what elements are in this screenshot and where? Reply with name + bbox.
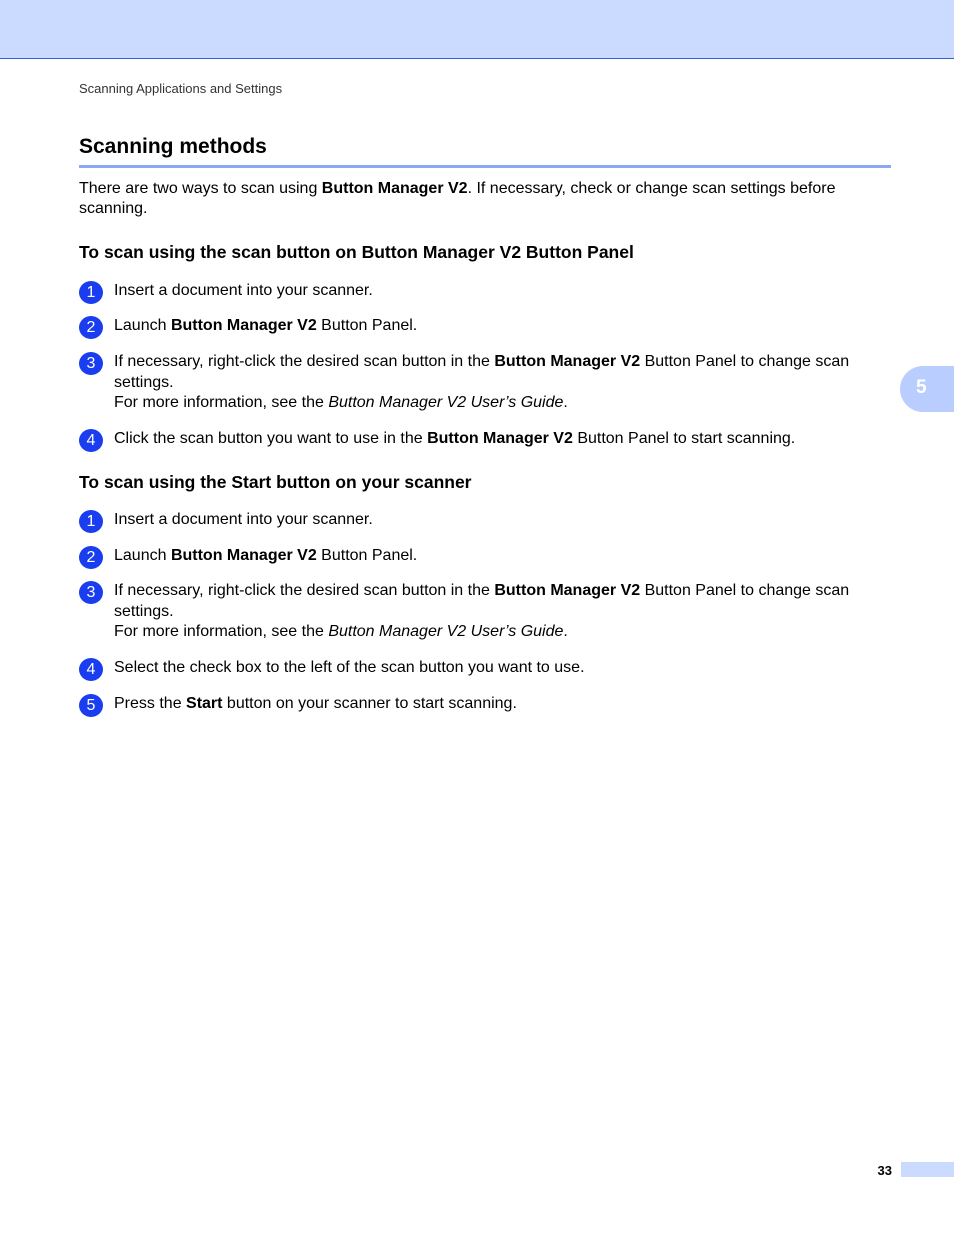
section-heading-start-button: To scan using the Start button on your scanner xyxy=(79,472,472,492)
step-text xyxy=(114,546,891,567)
step-text-part: Select the check box to the left of the scan button you want to use. xyxy=(114,659,585,676)
step-text xyxy=(114,429,891,450)
step-text xyxy=(114,510,891,531)
step-text xyxy=(114,658,891,679)
step-text-part: button on your scanner to start scanning. xyxy=(222,695,517,712)
step-product-name: Button Manager V2 xyxy=(494,353,641,370)
step-text-part: Press the xyxy=(114,695,187,712)
step-text-part: Button Panel to start scanning. xyxy=(572,430,796,447)
step-product-name: Button Manager V2 xyxy=(427,430,573,447)
header-band xyxy=(0,0,954,59)
step-text-part: If necessary, right-click the desired scan button in the xyxy=(114,582,495,599)
step-text-part: Launch xyxy=(114,547,171,564)
intro-text-end: . If necessary, check or change scan settings before scanning. xyxy=(79,180,836,217)
breadcrumb: Scanning Applications and Settings xyxy=(79,81,283,96)
step-product-name: Button Manager V2 xyxy=(170,547,317,564)
page-title: Scanning methods xyxy=(79,135,267,158)
step-text-part: Insert a document into your scanner. xyxy=(114,511,373,528)
page-number-bar xyxy=(901,1162,954,1177)
step-number-badge: 2 xyxy=(79,546,103,569)
guide-reference: Button Manager V2 User’s Guide xyxy=(328,623,564,640)
step-4 xyxy=(79,658,891,679)
step-number-badge: 4 xyxy=(79,658,103,681)
step-text-part: Launch xyxy=(114,317,171,334)
step-number-badge: 1 xyxy=(79,510,103,533)
step-product-name: Button Manager V2 xyxy=(494,582,641,599)
step-number-badge: 5 xyxy=(79,694,103,717)
step-1 xyxy=(79,510,891,531)
chapter-tab: 5 xyxy=(900,366,954,412)
step-text-part: . xyxy=(563,623,568,640)
step-number-badge: 1 xyxy=(79,281,103,304)
step-text-part: Button Panel to change scan settings. xyxy=(114,582,850,620)
step-3 xyxy=(79,581,891,643)
step-3 xyxy=(79,352,891,414)
step-text-part: Button Panel. xyxy=(316,547,418,564)
step-text xyxy=(114,352,891,414)
step-text xyxy=(114,316,891,337)
step-2 xyxy=(79,316,891,337)
step-4 xyxy=(79,429,891,450)
step-number-badge: 4 xyxy=(79,429,103,452)
step-text-part: . xyxy=(563,394,568,411)
step-number-badge: 2 xyxy=(79,316,103,339)
guide-reference: Button Manager V2 User’s Guide xyxy=(328,394,564,411)
page-number: 33 xyxy=(877,1163,892,1178)
step-text-part: If necessary, right-click the desired scan button in the xyxy=(114,353,495,370)
step-number-badge: 3 xyxy=(79,352,103,375)
step-number-badge: 3 xyxy=(79,581,103,604)
intro-paragraph xyxy=(79,179,891,219)
step-2 xyxy=(79,546,891,567)
step-text xyxy=(114,694,891,715)
title-underline xyxy=(79,165,891,168)
intro-product-name: Button Manager V2 xyxy=(321,180,468,197)
step-text-part: Click the scan button you want to use in the xyxy=(114,430,428,447)
step-product-name: Button Manager V2 xyxy=(170,317,317,334)
step-text-part: Button Panel. xyxy=(316,317,418,334)
start-button-name: Start xyxy=(186,695,223,712)
step-text-part: For more information, see the xyxy=(114,394,329,411)
step-text-part: Button Panel to change scan settings. xyxy=(114,353,850,391)
section-heading-button-panel: To scan using the scan button on Button Manager V2 Button Panel xyxy=(79,242,634,262)
intro-text: There are two ways to scan using xyxy=(79,180,322,197)
step-1 xyxy=(79,281,891,302)
step-text-part: Insert a document into your scanner. xyxy=(114,282,373,299)
step-text xyxy=(114,581,891,643)
step-text-part: For more information, see the xyxy=(114,623,329,640)
step-5 xyxy=(79,694,891,715)
step-text xyxy=(114,281,891,302)
